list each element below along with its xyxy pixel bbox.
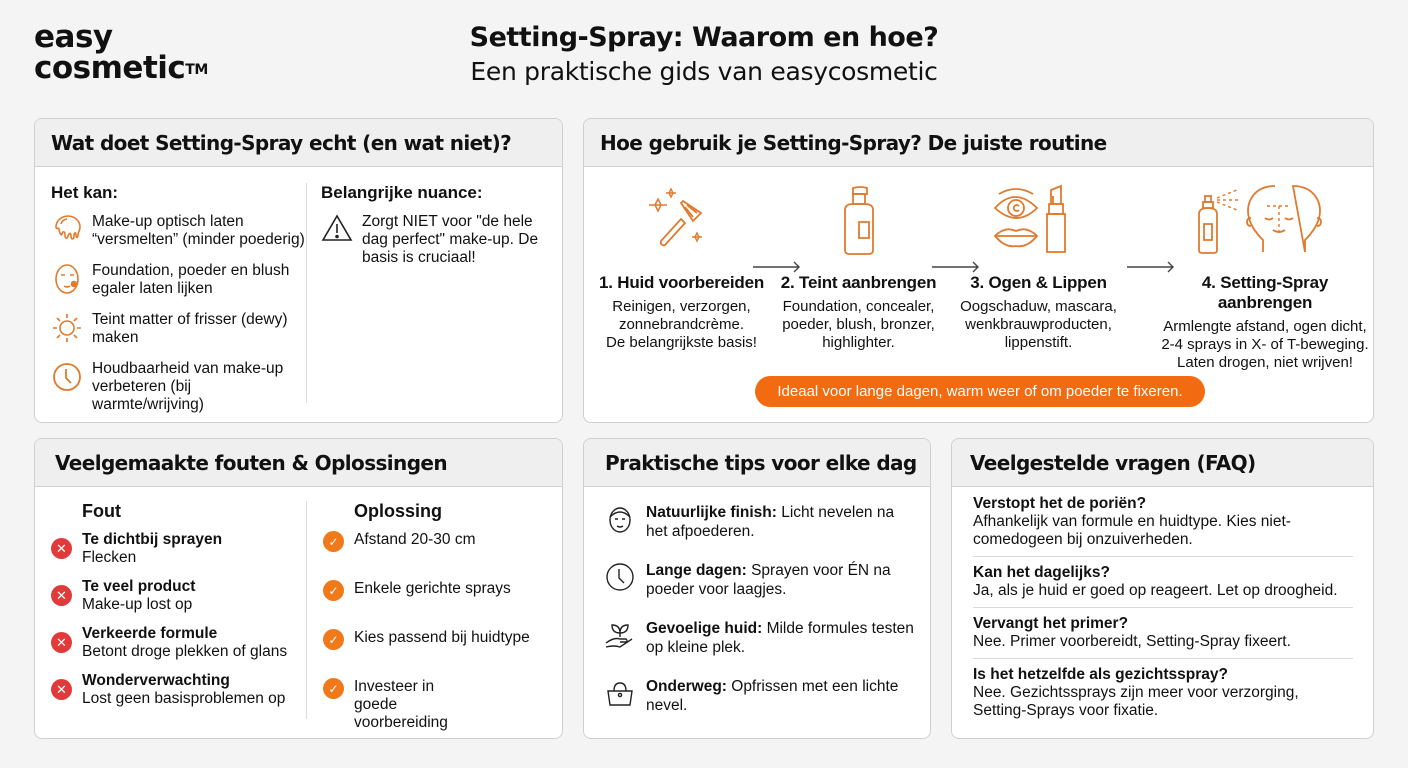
warning-triangle-icon (321, 213, 355, 243)
x-circle-icon: ✕ (51, 679, 72, 700)
faq-answer: Ja, als je huid er goed op reageert. Let op droogheid. (973, 582, 1338, 599)
faq-item (973, 564, 1353, 608)
card-title: Hoe gebruik je Setting-Spray? De juiste routine (600, 130, 1107, 155)
step-description: Reinigen, verzorgen, zonnebrandcrème. De belangrijkste basis! (606, 298, 757, 351)
card-header (584, 439, 930, 487)
step-description: Armlengte afstand, ogen dicht, 2-4 sprays in X- of T-beweging. Laten drogen, niet wrijven! (1161, 318, 1369, 371)
tip-item: Onderweg: Opfrissen met een lichte nevel. (604, 677, 914, 714)
brand-logo (34, 19, 208, 86)
face-icon (604, 503, 636, 535)
routine-step (761, 167, 956, 352)
highlight-banner: Ideaal voor lange dagen, warm weer of om poeder te fixeren. (755, 376, 1205, 407)
faq-question: Kan het dagelijks? (973, 564, 1110, 581)
faq-item (973, 495, 1353, 557)
check-circle-icon: ✓ (323, 580, 344, 601)
tip-item: Lange dagen: Sprayen voor ÉN na poeder voor laagjes. (604, 561, 914, 598)
card-routine (583, 118, 1374, 423)
step-title: 4. Setting-Spray aanbrengen (1201, 273, 1329, 312)
brand-line-1: easy (34, 19, 113, 55)
faq-question: Verstopt het de poriën? (973, 495, 1147, 512)
can-item: Houdbaarheid van make-up verbeteren (bij warmte/wrijving) (51, 360, 306, 414)
solution-item: ✓ Investeer in goede voorbereiding (323, 678, 473, 727)
faq-answer: Nee. Primer voorbereidt, Setting-Spray fixeert. (973, 633, 1291, 650)
hand-leaf-icon (604, 619, 636, 651)
card-header (35, 439, 562, 487)
solution-item: ✓ Enkele gerichte sprays (323, 580, 530, 629)
handbag-icon (604, 677, 636, 709)
fout-heading: Fout (82, 501, 121, 521)
oplossing-heading: Oplossing (354, 501, 443, 521)
can-item: Teint matter of frisser (dewy) maken (51, 311, 306, 347)
page-title: Setting-Spray: Waarom en hoe? (469, 22, 939, 53)
card-what-it-does (34, 118, 563, 423)
check-circle-icon: ✓ (323, 531, 344, 552)
eye-lips-lipstick-icon (989, 184, 1089, 256)
foundation-bottle-icon (839, 184, 879, 256)
card-header (952, 439, 1373, 487)
faq-question: Vervangt het primer? (973, 615, 1129, 632)
oplossing-column (307, 501, 530, 731)
card-title: Praktische tips voor elke dag (605, 450, 917, 475)
solution-item: ✓ Kies passend bij huidtype (323, 629, 530, 678)
face-blush-icon (51, 262, 85, 296)
check-circle-icon: ✓ (323, 678, 344, 699)
step-title: 3. Ogen & Lippen (970, 273, 1107, 292)
brand-line-2: cosmetic™ (34, 50, 208, 86)
nuance-heading: Belangrijke nuance: (321, 183, 483, 202)
routine-step (941, 167, 1136, 352)
nuance-item: Zorgt NIET voor "de hele dag perfect" make-up. De basis is cruciaal! (321, 213, 562, 267)
nuance-column (307, 183, 562, 403)
sun-icon (51, 311, 85, 345)
routine-step (1160, 167, 1370, 372)
faq-item (973, 666, 1353, 727)
can-column (51, 183, 307, 413)
card-header (584, 119, 1373, 167)
card-title: Veelgemaakte fouten & Oplossingen (55, 450, 448, 475)
card-title: Veelgestelde vragen (FAQ) (970, 450, 1256, 475)
melting-drop-icon (51, 213, 85, 247)
clock-icon (51, 360, 85, 394)
can-item: Make-up optisch laten “versmelten” (minder poederig) (51, 213, 306, 249)
brush-sparkle-icon (647, 185, 717, 255)
x-circle-icon: ✕ (51, 632, 72, 653)
clock-icon (604, 561, 636, 593)
card-faq (951, 438, 1374, 739)
spray-face-icon (1195, 184, 1335, 256)
mistake-item: ✕ Te veel product Make-up lost op (51, 578, 306, 614)
x-circle-icon: ✕ (51, 538, 72, 559)
routine-step (584, 167, 779, 352)
mistake-item: ✕ Wonderverwachting Lost geen basisproblemen op (51, 672, 306, 708)
mistake-item: ✕ Verkeerde formule Betont droge plekken of glans (51, 625, 306, 661)
faq-answer: Afhankelijk van formule en huidtype. Kies niet-comedogeen bij onzuiverheden. (973, 513, 1291, 548)
fout-column (35, 501, 307, 719)
step-description: Foundation, concealer, poeder, blush, bronzer, highlighter. (782, 298, 935, 351)
card-tips (583, 438, 931, 739)
page-subtitle: Een praktische gids van easycosmetic (470, 57, 938, 86)
faq-answer: Nee. Gezichtssprays zijn meer voor verzorging, Setting-Sprays voor fixatie. (973, 684, 1299, 719)
faq-question: Is het hetzelfde als gezichtsspray? (973, 666, 1228, 683)
card-header (35, 119, 562, 167)
routine-steps (584, 167, 1373, 371)
solution-item: ✓ Afstand 20-30 cm (323, 531, 530, 580)
faq-item (973, 615, 1353, 659)
mistake-item: ✕ Te dichtbij sprayen Flecken (51, 531, 306, 567)
trademark: TM (185, 62, 208, 78)
can-heading: Het kan: (51, 183, 119, 202)
step-description: Oogschaduw, mascara, wenkbrauwproducten, lippenstift. (960, 298, 1117, 351)
tip-item: Gevoelige huid: Milde formules testen op kleine plek. (604, 619, 914, 656)
card-title: Wat doet Setting-Spray echt (en wat niet)? (51, 130, 512, 155)
tip-item: Natuurlijke finish: Licht nevelen na het afpoederen. (604, 503, 914, 540)
step-title: 1. Huid voorbereiden (598, 273, 765, 292)
page-header (400, 20, 1008, 88)
card-mistakes (34, 438, 563, 739)
check-circle-icon: ✓ (323, 629, 344, 650)
x-circle-icon: ✕ (51, 585, 72, 606)
step-title: 2. Teint aanbrengen (780, 273, 937, 292)
can-item: Foundation, poeder en blush egaler laten lijken (51, 262, 306, 298)
